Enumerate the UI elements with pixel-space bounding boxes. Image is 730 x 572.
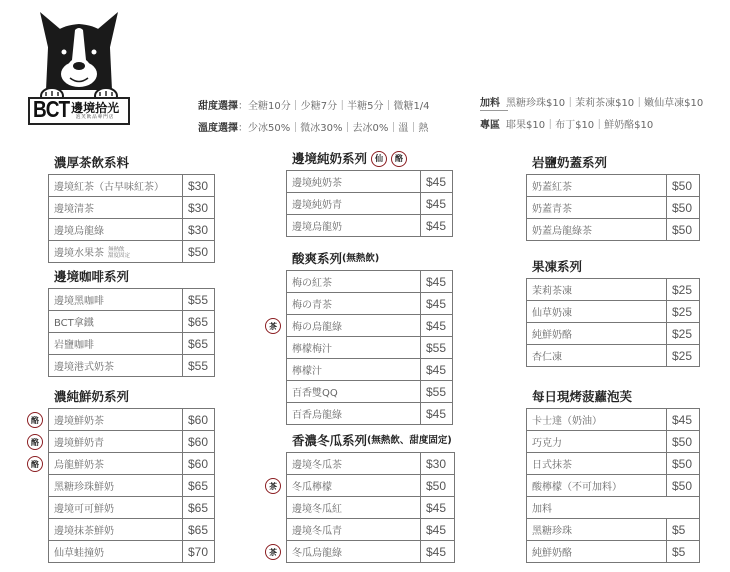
menu-row	[49, 333, 215, 355]
menu-row	[49, 355, 215, 377]
item-price: $45	[667, 409, 700, 431]
section-title: 邊境純奶系列	[292, 151, 368, 166]
menu-row	[49, 241, 215, 263]
menu-row	[527, 409, 700, 431]
menu-table	[526, 408, 700, 563]
item-name: 黑糖珍珠	[527, 519, 667, 541]
item-name-cell	[269, 541, 421, 563]
item-name: 奶蓋青茶	[527, 197, 667, 219]
item-price: $25	[667, 301, 700, 323]
menu-table	[31, 408, 215, 563]
section-title: 濃純鮮奶系列	[54, 389, 130, 404]
menu-row	[49, 219, 215, 241]
item-price: $65	[183, 519, 215, 541]
item-price: $65	[183, 475, 215, 497]
menu-table	[48, 288, 215, 377]
item-name-cell	[31, 431, 183, 453]
item-price: $55	[183, 355, 215, 377]
item-name: 冬瓜檸檬	[292, 482, 332, 493]
menu-row	[527, 219, 700, 241]
menu-row	[287, 359, 453, 381]
menu-row	[287, 497, 455, 519]
menu-row	[287, 193, 453, 215]
menu-row	[287, 453, 455, 475]
item-name: 黑糖珍珠鮮奶	[49, 475, 183, 497]
item-price: $60	[183, 409, 215, 431]
section-title: 岩鹽奶蓋系列	[532, 155, 608, 170]
specials-label: 專區	[480, 120, 500, 131]
item-name: 純鮮奶酪	[527, 323, 667, 345]
item-price: $45	[421, 541, 455, 563]
item-price: $70	[183, 541, 215, 563]
item-price: $45	[421, 403, 453, 425]
section-puff	[526, 386, 700, 563]
menu-row	[49, 453, 215, 475]
cheese-stamp-icon: 酪	[27, 412, 43, 428]
specials-info	[480, 116, 653, 131]
item-price: $65	[183, 497, 215, 519]
menu-table	[526, 278, 700, 367]
menu-row	[287, 271, 453, 293]
section-winter-melon	[269, 430, 455, 563]
item-name-cell	[31, 453, 183, 475]
logo-nameplate	[28, 97, 130, 125]
menu-row	[527, 541, 700, 563]
divider	[480, 110, 508, 111]
item-name: 邊境冬瓜茶	[287, 453, 421, 475]
item-price: $50	[667, 475, 700, 497]
item-name: 邊境抹茶鮮奶	[49, 519, 183, 541]
item-price: $45	[421, 315, 453, 337]
sweetness-label: 甜度選擇	[198, 101, 238, 112]
menu-row	[527, 301, 700, 323]
section-jelly	[526, 256, 700, 367]
item-price: $45	[421, 271, 453, 293]
section-title-row	[286, 430, 455, 452]
item-name: 邊境鮮奶青	[54, 438, 104, 449]
menu-row	[527, 431, 700, 453]
tea-stamp-icon: 茶	[265, 544, 281, 560]
item-name: 烏龍鮮奶茶	[54, 460, 104, 471]
section-title: 邊境咖啡系列	[54, 269, 130, 284]
item-name: 邊境可可鮮奶	[49, 497, 183, 519]
brand-logo	[28, 8, 130, 124]
item-name: 邊境純奶茶	[287, 171, 421, 193]
temperature-label: 溫度選擇	[198, 123, 238, 134]
item-name: 巧克力	[527, 431, 667, 453]
menu-table	[286, 170, 453, 237]
item-price: $65	[183, 333, 215, 355]
item-price: $30	[421, 453, 455, 475]
logo-name: 邊境拾光	[71, 100, 120, 115]
menu-row	[287, 315, 453, 337]
specials-values: 耶果$10｜布丁$10｜鮮奶酪$10	[506, 120, 654, 131]
section-strong-tea	[48, 152, 215, 263]
item-name-cell	[269, 475, 421, 497]
item-name: 百香雙QQ	[287, 381, 421, 403]
item-price: $55	[183, 289, 215, 311]
item-price: $45	[421, 359, 453, 381]
menu-row	[287, 541, 455, 563]
menu-row	[287, 215, 453, 237]
menu-row	[49, 475, 215, 497]
item-name-cell	[269, 315, 421, 337]
toppings-label: 加料	[480, 98, 500, 109]
temperature-values: ：少冰50%｜微冰30%｜去冰0%｜溫｜熱	[238, 123, 429, 134]
menu-row	[527, 475, 700, 497]
section-pure-milk	[286, 148, 453, 237]
item-name: 百香烏龍綠	[287, 403, 421, 425]
item-price: $45	[421, 519, 455, 541]
menu-row	[49, 431, 215, 453]
cheese-stamp-icon: 酪	[27, 456, 43, 472]
item-price: $50	[667, 431, 700, 453]
item-name: 邊境港式奶茶	[49, 355, 183, 377]
menu-table	[269, 452, 455, 563]
item-price: $45	[421, 293, 453, 315]
menu-row	[49, 519, 215, 541]
note-fixed-sweetness: 甜度固定	[108, 253, 131, 259]
item-price: $65	[183, 311, 215, 333]
toppings-info	[480, 94, 703, 109]
menu-row	[49, 197, 215, 219]
item-price: $25	[667, 345, 700, 367]
item-price: $45	[421, 215, 453, 237]
menu-row	[527, 453, 700, 475]
menu-table	[269, 270, 453, 425]
note-no-hot: 無熱飲	[108, 247, 125, 253]
item-name: 仙草奶凍	[527, 301, 667, 323]
item-price: $5	[667, 519, 700, 541]
item-name: 邊境紅茶（古早味紅茶）	[49, 175, 183, 197]
item-price: $30	[183, 175, 215, 197]
item-name: 邊境冬瓜青	[287, 519, 421, 541]
menu-row	[527, 345, 700, 367]
menu-row	[527, 323, 700, 345]
menu-row	[49, 541, 215, 563]
menu-table	[526, 174, 700, 241]
logo-brand-text: BCT	[33, 97, 70, 123]
border-collie-icon	[28, 8, 130, 103]
menu-row	[527, 279, 700, 301]
item-name: 梅の烏龍綠	[292, 322, 342, 333]
item-name: 卡士達（奶油）	[527, 409, 667, 431]
addon-header-row	[527, 497, 700, 519]
item-name: 純鮮奶酪	[527, 541, 667, 563]
menu-row	[287, 519, 455, 541]
item-name: 茉莉茶凍	[527, 279, 667, 301]
item-price: $30	[183, 219, 215, 241]
section-sour	[269, 248, 453, 425]
item-name: 邊境純奶青	[287, 193, 421, 215]
item-name: 冬瓜烏龍綠	[292, 548, 342, 559]
item-price: $25	[667, 279, 700, 301]
logo-subtitle: 泡芙飲品專門店	[75, 114, 115, 120]
item-name: 酸檸檬（不可加料）	[527, 475, 667, 497]
cheese-stamp-icon: 酪	[391, 151, 407, 167]
item-name: 仙草蛙撞奶	[49, 541, 183, 563]
item-price: $45	[421, 193, 453, 215]
section-subtitle: (無熱飲)	[342, 253, 380, 264]
section-title: 果凍系列	[532, 259, 583, 274]
item-name: 邊境烏龍綠	[49, 219, 183, 241]
section-subtitle: (無熱飲、甜度固定)	[367, 435, 452, 446]
addon-header: 加料	[527, 497, 700, 519]
item-name: 梅の青茶	[287, 293, 421, 315]
item-name: 日式抹茶	[527, 453, 667, 475]
item-price: $55	[421, 381, 453, 403]
section-title: 每日現烤菠蘿泡芙	[532, 389, 633, 404]
menu-row	[287, 403, 453, 425]
item-name: 奶蓋烏龍綠茶	[527, 219, 667, 241]
menu-row	[527, 519, 700, 541]
menu-row	[49, 497, 215, 519]
item-name: 杏仁凍	[527, 345, 667, 367]
menu-row	[49, 311, 215, 333]
item-price: $45	[421, 171, 453, 193]
item-price: $55	[421, 337, 453, 359]
section-salt-cream	[526, 152, 700, 241]
item-name: 檸檬汁	[287, 359, 421, 381]
item-name-cell	[31, 409, 183, 431]
menu-row	[287, 337, 453, 359]
item-name: 岩鹽咖啡	[49, 333, 183, 355]
item-name: 奶蓋紅茶	[527, 175, 667, 197]
tea-stamp-icon: 茶	[265, 318, 281, 334]
sweetness-options	[198, 97, 430, 112]
menu-table	[48, 174, 215, 263]
item-price: $25	[667, 323, 700, 345]
item-price: $50	[667, 453, 700, 475]
item-name: 邊境黑咖啡	[49, 289, 183, 311]
menu-row	[287, 475, 455, 497]
item-name: BCT拿鐵	[49, 311, 183, 333]
item-name: 邊境烏龍奶	[287, 215, 421, 237]
item-price: $50	[667, 175, 700, 197]
menu-row	[287, 171, 453, 193]
menu-row	[287, 293, 453, 315]
item-name: 邊境清茶	[49, 197, 183, 219]
section-title: 濃厚茶飲系料	[54, 155, 130, 170]
item-price: $60	[183, 453, 215, 475]
menu-row	[49, 289, 215, 311]
item-note	[108, 247, 130, 259]
sweetness-values: ：全糖10分｜少糖7分｜半糖5分｜微糖1/4	[238, 101, 430, 112]
item-name-cell	[49, 241, 183, 263]
toppings-values: 黑糖珍珠$10｜茉莉茶凍$10｜嫩仙草凍$10	[506, 98, 704, 109]
item-price: $45	[421, 497, 455, 519]
menu-row	[527, 175, 700, 197]
item-name: 邊境鮮奶茶	[54, 416, 104, 427]
grass-jelly-stamp-icon: 仙	[371, 151, 387, 167]
menu-row	[527, 197, 700, 219]
section-coffee	[48, 266, 215, 377]
menu-row	[49, 409, 215, 431]
cheese-stamp-icon: 酪	[27, 434, 43, 450]
menu-row	[287, 381, 453, 403]
item-price: $50	[421, 475, 455, 497]
tea-stamp-icon: 茶	[265, 478, 281, 494]
section-fresh-milk	[31, 386, 215, 563]
item-price: $5	[667, 541, 700, 563]
section-title-row	[286, 248, 453, 270]
item-name: 梅の紅茶	[287, 271, 421, 293]
item-name: 邊境冬瓜紅	[287, 497, 421, 519]
item-price: $50	[667, 197, 700, 219]
item-price: $50	[667, 219, 700, 241]
section-title-row	[286, 148, 453, 170]
item-price: $50	[183, 241, 215, 263]
item-price: $30	[183, 197, 215, 219]
section-title: 酸爽系列	[292, 251, 343, 266]
menu-row	[49, 175, 215, 197]
item-name: 檸檬梅汁	[287, 337, 421, 359]
temperature-options	[198, 119, 428, 134]
section-title: 香濃冬瓜系列	[292, 433, 368, 448]
item-name: 邊境水果茶	[54, 248, 104, 259]
item-price: $60	[183, 431, 215, 453]
